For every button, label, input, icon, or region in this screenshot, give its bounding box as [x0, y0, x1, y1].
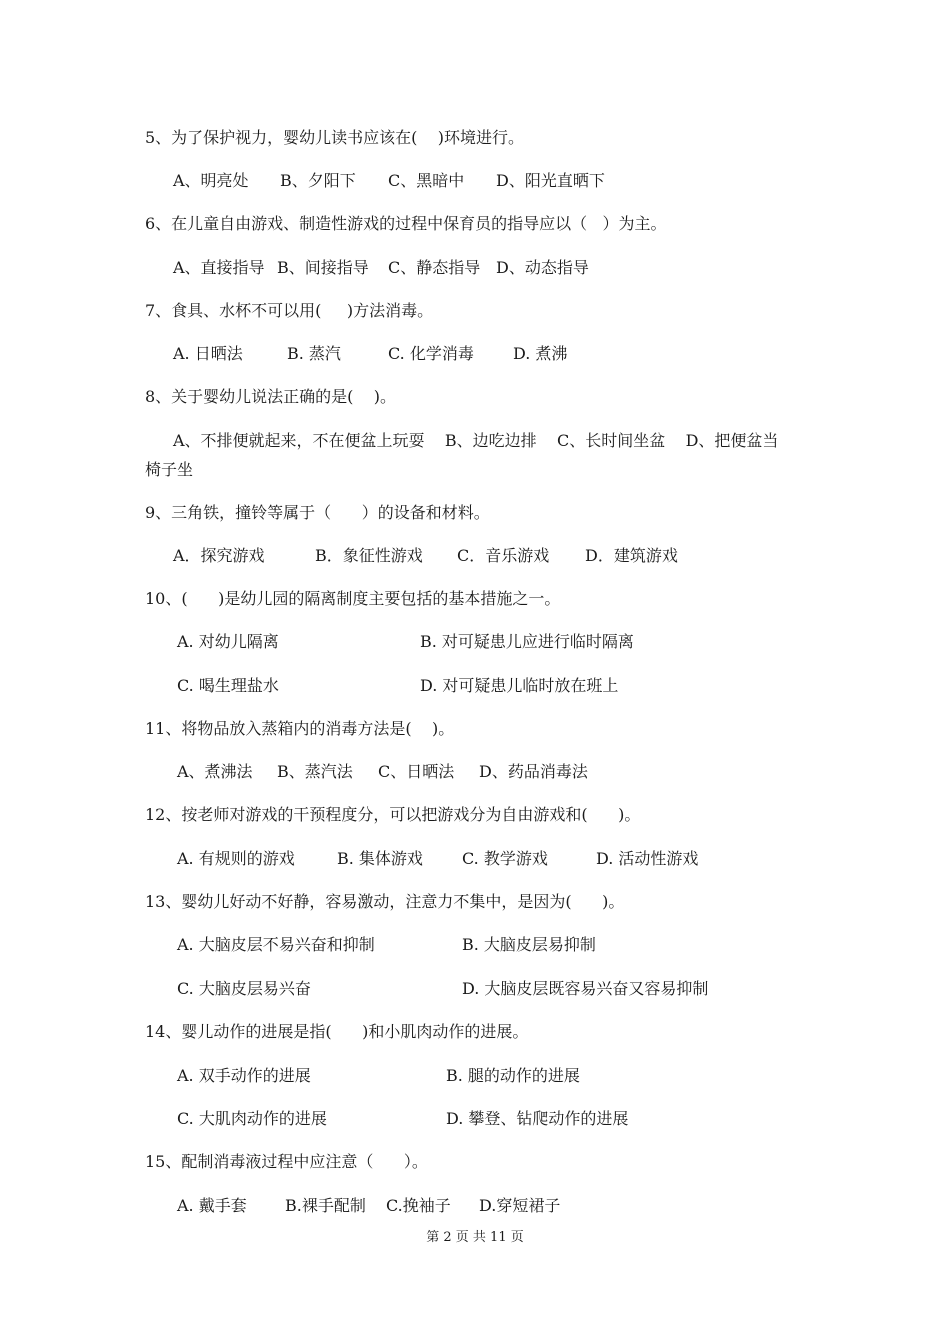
option-c: C. 大脑皮层易兴奋	[177, 979, 311, 998]
option-d: D. 煮沸	[513, 344, 568, 363]
question-12: 12、按老师对游戏的干预程度分，可以把游戏分为自由游戏和( )。	[145, 805, 641, 824]
options-line: A、不排便就起来，不在便盆上玩耍 B、边吃边排 C、长时间坐盆 D、把便盆当	[173, 431, 779, 450]
option-c: C. 教学游戏	[462, 849, 548, 868]
option-c: C.挽袖子	[386, 1196, 451, 1215]
option-d: D、阳光直晒下	[496, 171, 605, 190]
option-d: D、药品消毒法	[479, 762, 588, 781]
option-c: C、日晒法	[378, 762, 455, 781]
option-a: A. 双手动作的进展	[177, 1066, 311, 1085]
option-b: B、夕阳下	[280, 171, 356, 190]
page-number-footer: 第 2 页 共 11 页	[426, 1230, 524, 1245]
option-c: C. 大肌肉动作的进展	[177, 1109, 327, 1128]
option-b: B．象征性游戏	[315, 546, 423, 565]
option-a: A. 戴手套	[177, 1196, 247, 1215]
question-8: 8、关于婴幼儿说法正确的是( )。	[145, 387, 397, 406]
question-13: 13、婴幼儿好动不好静，容易激动，注意力不集中，是因为( )。	[145, 892, 625, 911]
option-c: C. 化学消毒	[388, 344, 474, 363]
option-d: D. 活动性游戏	[596, 849, 699, 868]
question-6: 6、在儿童自由游戏、制造性游戏的过程中保育员的指导应以（ ）为主。	[145, 214, 667, 233]
question-15: 15、配制消毒液过程中应注意（ ）。	[145, 1152, 428, 1171]
option-c: C、黑暗中	[388, 171, 465, 190]
option-a: A. 大脑皮层不易兴奋和抑制	[177, 935, 375, 954]
option-a: A、煮沸法	[177, 762, 253, 781]
question-9: 9、三角铁，撞铃等属于（ ）的设备和材料。	[145, 503, 490, 522]
option-d: D．建筑游戏	[585, 546, 678, 565]
option-b: B.裸手配制	[285, 1196, 366, 1215]
option-b: B、间接指导	[277, 258, 369, 277]
option-a: A. 日晒法	[173, 344, 243, 363]
option-a: A、直接指导	[173, 258, 265, 277]
option-a: A．探究游戏	[173, 546, 265, 565]
question-14: 14、婴儿动作的进展是指( )和小肌肉动作的进展。	[145, 1022, 529, 1041]
option-b: B. 大脑皮层易抑制	[462, 935, 596, 954]
option-c: C．音乐游戏	[457, 546, 550, 565]
question-10: 10、( )是幼儿园的隔离制度主要包括的基本措施之一。	[145, 589, 561, 608]
question-5: 5、为了保护视力，婴幼儿读书应该在( )环境进行。	[145, 128, 525, 147]
question-11: 11、将物品放入蒸箱内的消毒方法是( )。	[145, 719, 455, 738]
question-7: 7、食具、水杯不可以用( )方法消毒。	[145, 301, 434, 320]
option-b: B. 对可疑患儿应进行临时隔离	[420, 632, 634, 651]
option-c: C、静态指导	[388, 258, 481, 277]
option-a: A、明亮处	[173, 171, 249, 190]
options-line-continued: 椅子坐	[145, 460, 194, 479]
option-b: B、蒸汽法	[277, 762, 353, 781]
option-c: C. 喝生理盐水	[177, 676, 279, 695]
option-b: B. 蒸汽	[287, 344, 341, 363]
option-d: D.穿短裙子	[479, 1196, 561, 1215]
option-b: B. 集体游戏	[337, 849, 423, 868]
option-d: D、动态指导	[496, 258, 589, 277]
option-a: A. 有规则的游戏	[177, 849, 295, 868]
option-d: D. 大脑皮层既容易兴奋又容易抑制	[462, 979, 709, 998]
option-d: D. 对可疑患儿临时放在班上	[420, 676, 619, 695]
option-a: A. 对幼儿隔离	[177, 632, 279, 651]
option-d: D. 攀登、钻爬动作的进展	[446, 1109, 629, 1128]
option-b: B. 腿的动作的进展	[446, 1066, 580, 1085]
